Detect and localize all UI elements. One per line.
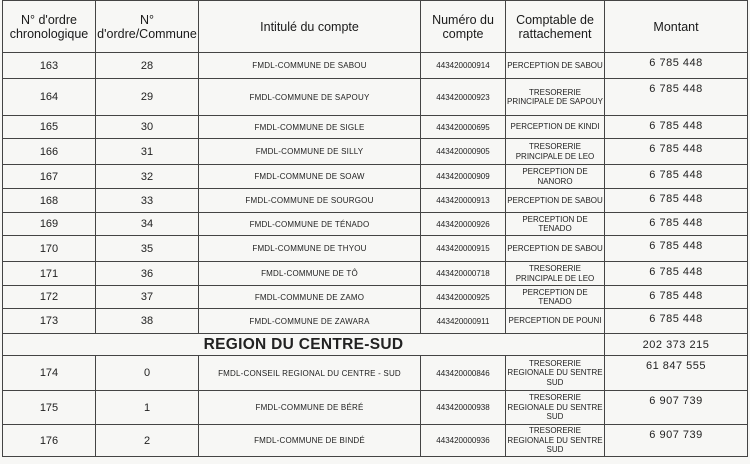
comptable-cell: PERCEPTION DE POUNI	[506, 309, 605, 333]
ordre-chronologique-cell: 169	[3, 213, 96, 235]
montant-cell: 6 785 448	[649, 83, 703, 95]
table-header	[2, 0, 748, 53]
comptable-cell: TRESORERIE PRINCIPALE DE SAPOUY	[506, 79, 605, 115]
montant-cell: 6 785 448	[649, 120, 703, 132]
intitule-cell: FMDL-COMMUNE DE ZAMO	[199, 286, 421, 308]
numero-cell: 443420000936	[421, 425, 506, 456]
header-comptable: Comptable de rattachement	[506, 1, 605, 52]
montant-cell: 6 785 448	[649, 193, 703, 205]
ordre-chronologique-cell: 166	[3, 139, 96, 164]
montant-cell: 6 785 448	[649, 240, 703, 252]
ordre-commune-cell: 0	[96, 356, 199, 390]
intitule-cell: FMDL-COMMUNE DE SABOU	[199, 53, 421, 78]
numero-cell: 443420000905	[421, 139, 506, 164]
comptable-cell: PERCEPTION DE TENADO	[506, 286, 605, 308]
header-ordre-commune: N° d'ordre/Commune	[96, 1, 199, 52]
ordre-commune-cell: 33	[96, 189, 199, 212]
ordre-chronologique-cell: 171	[3, 262, 96, 285]
intitule-cell: FMDL-COMMUNE DE ZAWARA	[199, 309, 421, 333]
ordre-commune-cell: 32	[96, 165, 199, 188]
montant-cell: 6 785 448	[649, 217, 703, 229]
ordre-chronologique-cell: 167	[3, 165, 96, 188]
ordre-chronologique-cell: 170	[3, 236, 96, 261]
table-row	[2, 79, 748, 116]
numero-cell: 443420000925	[421, 286, 506, 308]
intitule-cell: FMDL-COMMUNE DE SOAW	[199, 165, 421, 188]
numero-cell: 443420000915	[421, 236, 506, 261]
table-row	[2, 286, 748, 309]
comptable-cell: TRESORERIE REGIONALE DU SENTRE SUD	[506, 356, 605, 390]
numero-cell: 443420000909	[421, 165, 506, 188]
intitule-cell: FMDL-CONSEIL REGIONAL DU CENTRE - SUD	[199, 356, 421, 390]
accounts-table	[2, 0, 748, 457]
ordre-commune-cell: 1	[96, 391, 199, 424]
ordre-chronologique-cell: 175	[3, 391, 96, 424]
ordre-commune-cell: 2	[96, 425, 199, 456]
numero-cell: 443420000695	[421, 116, 506, 138]
ordre-commune-cell: 37	[96, 286, 199, 308]
ordre-commune-cell: 28	[96, 53, 199, 78]
intitule-cell: FMDL-COMMUNE DE TÉNADO	[199, 213, 421, 235]
intitule-cell: FMDL-COMMUNE DE SILLY	[199, 139, 421, 164]
montant-cell: 6 785 448	[649, 169, 703, 181]
intitule-cell: FMDL-COMMUNE DE TÔ	[199, 262, 421, 285]
ordre-chronologique-cell: 173	[3, 309, 96, 333]
table-row	[2, 189, 748, 213]
numero-cell: 443420000911	[421, 309, 506, 333]
intitule-cell: FMDL-COMMUNE DE THYOU	[199, 236, 421, 261]
header-ordre-chronologique: N° d'ordre chronologique	[3, 1, 96, 52]
comptable-cell: PERCEPTION DE SABOU	[506, 189, 605, 212]
montant-cell: 6 785 448	[649, 313, 703, 325]
table-row	[2, 309, 748, 334]
table-row	[2, 53, 748, 79]
table-body-b	[2, 356, 748, 457]
comptable-cell: PERCEPTION DE KINDI	[506, 116, 605, 138]
ordre-chronologique-cell: 164	[3, 79, 96, 115]
comptable-cell: PERCEPTION DE NANORO	[506, 165, 605, 188]
numero-cell: 443420000926	[421, 213, 506, 235]
table-row	[2, 262, 748, 286]
montant-cell: 6 785 448	[649, 290, 703, 302]
header-numero: Numéro du compte	[421, 1, 506, 52]
comptable-cell: PERCEPTION DE SABOU	[506, 53, 605, 78]
table-row	[2, 425, 748, 457]
comptable-cell: TRESORERIE REGIONALE DU SENTRE SUD	[506, 391, 605, 424]
numero-cell: 443420000923	[421, 79, 506, 115]
table-row	[2, 391, 748, 425]
montant-cell: 6 907 739	[649, 429, 703, 441]
ordre-commune-cell: 35	[96, 236, 199, 261]
comptable-cell: TRESORERIE PRINCIPALE DE LEO	[506, 262, 605, 285]
header-montant: Montant	[653, 19, 699, 34]
ordre-commune-cell: 31	[96, 139, 199, 164]
table-row	[2, 116, 748, 139]
montant-cell: 61 847 555	[645, 360, 707, 372]
ordre-chronologique-cell: 168	[3, 189, 96, 212]
table-row	[2, 165, 748, 189]
ordre-chronologique-cell: 165	[3, 116, 96, 138]
montant-cell: 6 785 448	[649, 266, 703, 278]
ordre-commune-cell: 36	[96, 262, 199, 285]
intitule-cell: FMDL-COMMUNE DE BÉRÉ	[199, 391, 421, 424]
intitule-cell: FMDL-COMMUNE DE BINDÉ	[199, 425, 421, 456]
intitule-cell: FMDL-COMMUNE DE SAPOUY	[199, 79, 421, 115]
ordre-commune-cell: 38	[96, 309, 199, 333]
table-body-a	[2, 53, 748, 334]
ordre-chronologique-cell: 174	[3, 356, 96, 390]
ordre-chronologique-cell: 163	[3, 53, 96, 78]
comptable-cell: TRESORERIE PRINCIPALE DE LEO	[506, 139, 605, 164]
region-title: REGION DU CENTRE-SUD	[3, 334, 605, 355]
ordre-chronologique-cell: 176	[3, 425, 96, 456]
numero-cell: 443420000913	[421, 189, 506, 212]
comptable-cell: TRESORERIE REGIONALE DU SENTRE SUD	[506, 425, 605, 456]
montant-cell: 6 907 739	[649, 395, 703, 407]
ordre-chronologique-cell: 172	[3, 286, 96, 308]
table-row	[2, 213, 748, 236]
header-intitule: Intitulé du compte	[199, 1, 421, 52]
table-row	[2, 236, 748, 262]
table-row	[2, 356, 748, 391]
comptable-cell: PERCEPTION DE SABOU	[506, 236, 605, 261]
numero-cell: 443420000938	[421, 391, 506, 424]
ordre-commune-cell: 34	[96, 213, 199, 235]
region-total: 202 373 215	[642, 338, 710, 351]
montant-cell: 6 785 448	[649, 143, 703, 155]
table-row	[2, 139, 748, 165]
intitule-cell: FMDL-COMMUNE DE SIGLE	[199, 116, 421, 138]
region-row	[2, 334, 748, 356]
numero-cell: 443420000914	[421, 53, 506, 78]
ordre-commune-cell: 29	[96, 79, 199, 115]
ordre-commune-cell: 30	[96, 116, 199, 138]
montant-cell: 6 785 448	[649, 57, 703, 69]
intitule-cell: FMDL-COMMUNE DE SOURGOU	[199, 189, 421, 212]
numero-cell: 443420000846	[421, 356, 506, 390]
numero-cell: 443420000718	[421, 262, 506, 285]
comptable-cell: PERCEPTION DE TENADO	[506, 213, 605, 235]
